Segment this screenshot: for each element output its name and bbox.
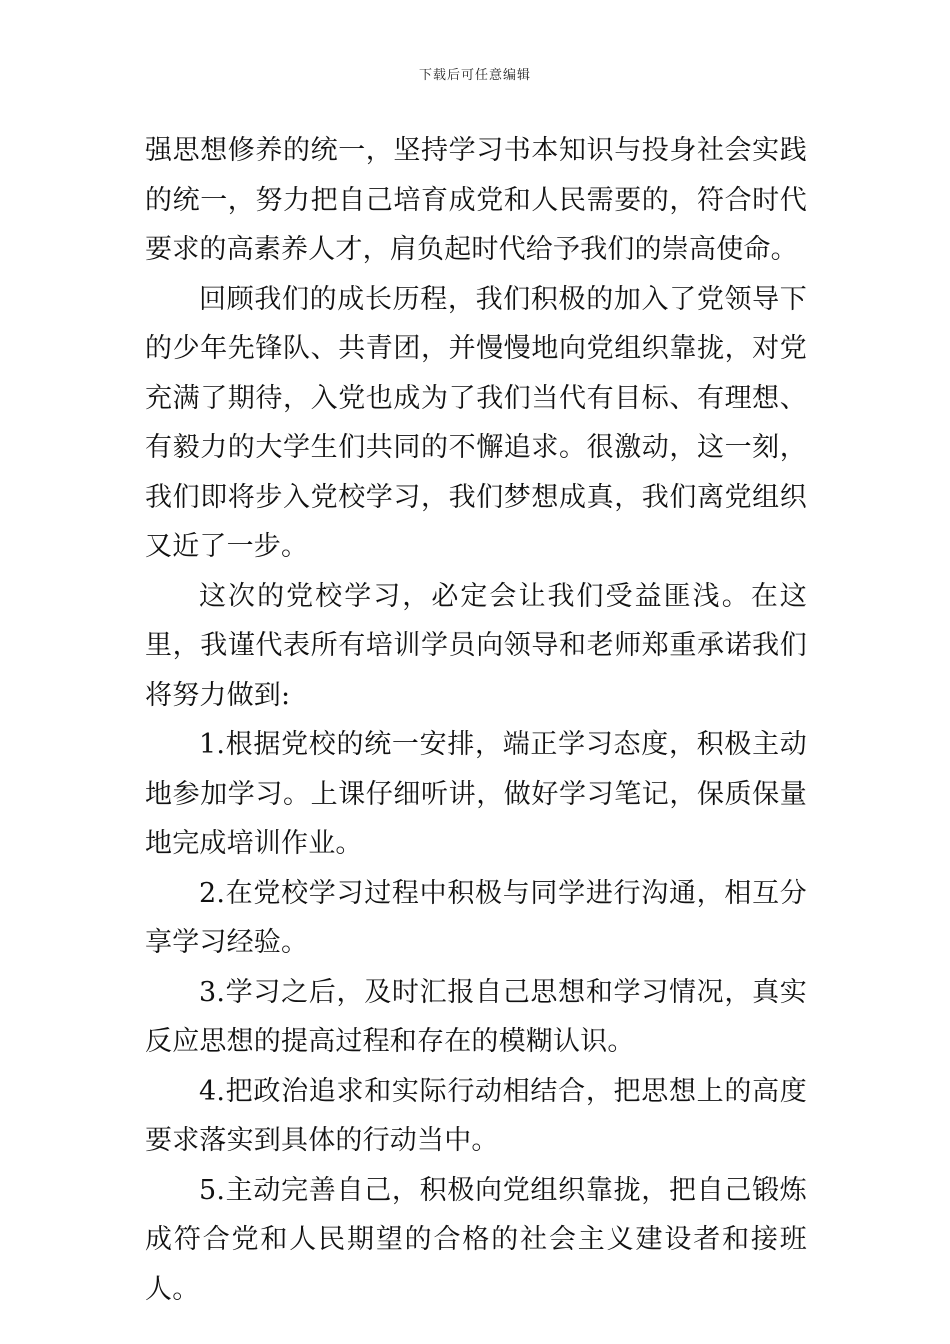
list-item-1: 1.根据党校的统一安排，端正学习态度，积极主动地参加学习。上课仔细听讲，做好学习笔记，保质保量地完成培训作业。 — [145, 729, 807, 859]
paragraph-commitment-intro: 这次的党校学习，必定会让我们受益匪浅。在这里，我谨代表所有培训学员向领导和老师郑重承诺我们将努力做到: — [145, 580, 807, 711]
paragraph-continuation: 强思想修养的统一，坚持学习书本知识与投身社会实践的统一，努力把自己培育成党和人民需要的，符合时代要求的高素养人才，肩负起时代给予我们的崇高使命。 — [145, 135, 807, 265]
paragraph-growth-history: 回顾我们的成长历程，我们积极的加入了党领导下的少年先锋队、共青团，并慢慢地向党组织靠拢，对党充满了期待，入党也成为了我们当代有目标、有理想、有毅力的大学生们共同的不懈追求。很激动，这一刻，我们即将步入党校学习，我们梦想成真，我们离党组织又近了一步。 — [145, 283, 807, 562]
list-item-2: 2.在党校学习过程中积极与同学进行沟通，相互分享学习经验。 — [145, 877, 807, 958]
list-item-3: 3.学习之后，及时汇报自己思想和学习情况，真实反应思想的提高过程和存在的模糊认识。 — [145, 976, 807, 1057]
document-body — [145, 126, 807, 1314]
page-header-note: 下载后可任意编辑 — [418, 68, 531, 83]
list-item-5: 5.主动完善自己，积极向党组织靠拢，把自己锻炼成符合党和人民期望的合格的社会主义建设者和接班人。 — [145, 1174, 807, 1305]
list-item-4: 4.把政治追求和实际行动相结合，把思想上的高度要求落实到具体的行动当中。 — [145, 1075, 807, 1156]
